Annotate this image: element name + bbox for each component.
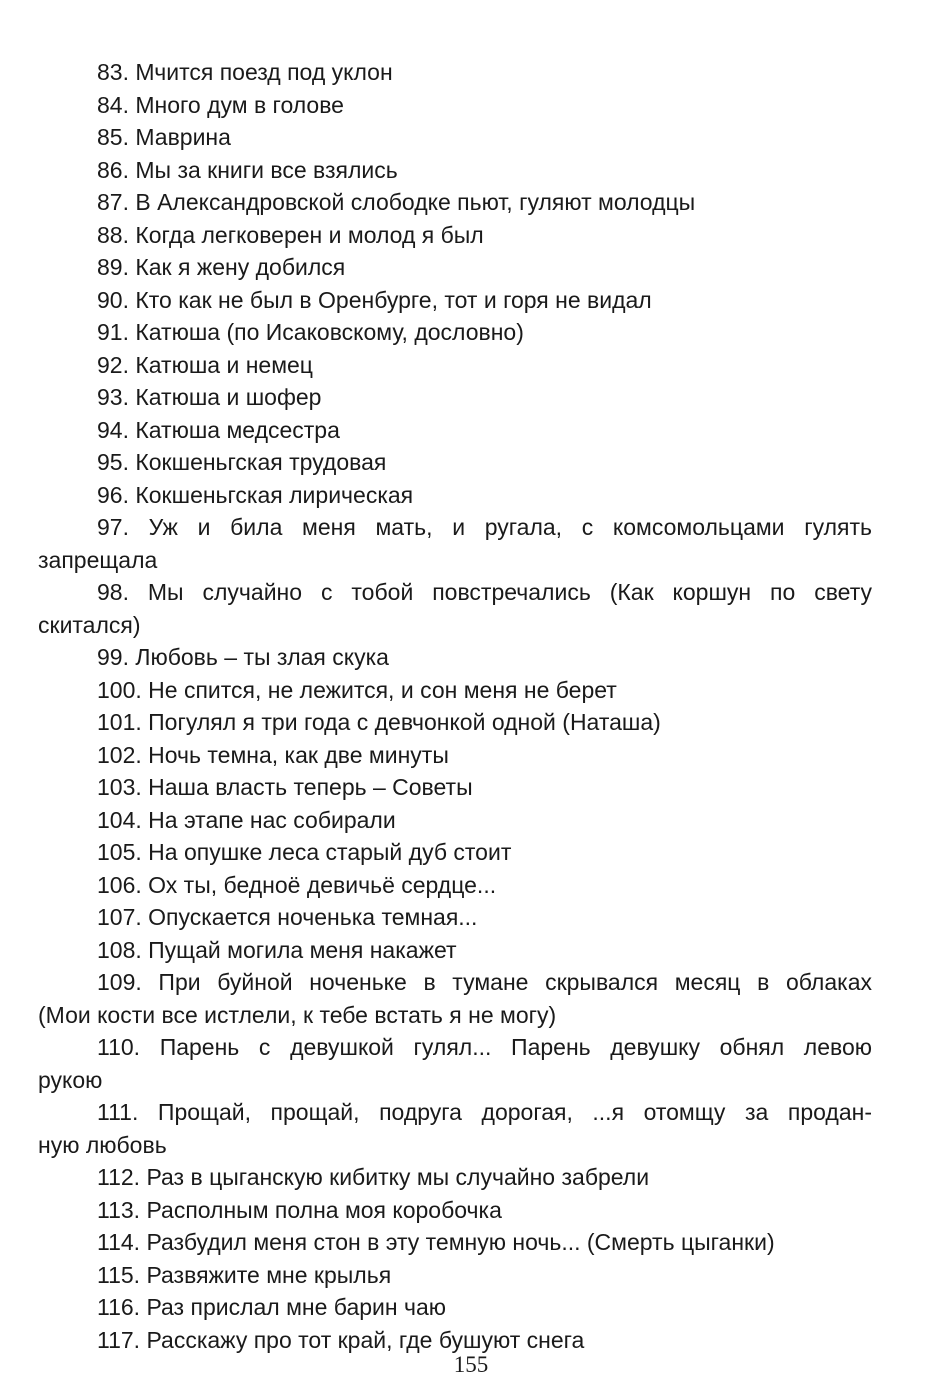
list-item-line: 113. Располным полна моя коробочка — [97, 1196, 502, 1223]
list-item-line: 108. Пущай могила меня накажет — [97, 936, 457, 963]
list-item — [38, 674, 872, 707]
list-item-line: 92. Катюша и немец — [97, 351, 313, 378]
list-item — [38, 1259, 872, 1292]
list-item — [38, 251, 872, 284]
list-item — [38, 186, 872, 219]
list-item — [38, 739, 872, 772]
list-item — [38, 576, 872, 641]
list-item — [38, 901, 872, 934]
list-item — [38, 154, 872, 187]
list-item-line: 117. Расскажу про тот край, где бушуют снега — [97, 1326, 585, 1353]
list-item — [38, 121, 872, 154]
list-item-line: 110. Парень с девушкой гулял... Парень девушку обнял левою — [97, 1034, 872, 1060]
list-item-line: 95. Кокшеньгская трудовая — [97, 449, 387, 475]
list-item — [38, 316, 872, 349]
list-item-line: 93. Катюша и шофер — [97, 384, 322, 410]
list-item — [38, 446, 872, 479]
list-item — [38, 869, 872, 902]
list-item-line: 115. Развяжите мне крылья — [97, 1261, 392, 1288]
list-item-line: 116. Раз прислал мне барин чаю — [97, 1294, 446, 1320]
list-item — [38, 706, 872, 739]
list-item — [38, 56, 872, 89]
list-item — [38, 349, 872, 382]
list-item-line: 112. Раз в цыганскую кибитку мы случайно забрели — [97, 1164, 650, 1190]
list-item — [38, 479, 872, 512]
list-item-line: 100. Не спится, не лежится, и сон меня не берет — [97, 676, 617, 703]
list-item-line: 107. Опускается ноченька темная... — [97, 904, 478, 930]
list-item — [38, 771, 872, 804]
list-item-line: 87. В Александровской слободке пьют, гуляют молодцы — [97, 189, 696, 215]
list-item — [38, 1096, 872, 1161]
list-item — [38, 511, 872, 576]
list-item — [38, 381, 872, 414]
list-item — [38, 219, 872, 252]
list-item-continuation: рукою — [38, 1066, 103, 1093]
list-item-line: 114. Разбудил меня стон в эту темную ночь... (Смерть цыганки) — [97, 1229, 775, 1255]
list-item-line: 90. Кто как не был в Оренбурге, тот и горя не видал — [97, 286, 652, 313]
list-item-line: 89. Как я жену добился — [97, 254, 346, 280]
list-item — [38, 641, 872, 674]
list-item — [38, 836, 872, 869]
list-item-line: 101. Погулял я три года с девчонкой одной (Наташа) — [97, 709, 661, 735]
list-item-continuation: запрещала — [38, 546, 158, 573]
page-number: 155 — [453, 1352, 489, 1377]
song-list — [38, 56, 872, 1356]
list-item — [38, 1161, 872, 1194]
list-item — [38, 284, 872, 317]
list-item-line: 104. На этапе нас собирали — [97, 806, 396, 833]
list-item-line: 94. Катюша медсестра — [97, 416, 340, 443]
list-item — [38, 1226, 872, 1259]
list-item — [38, 1291, 872, 1324]
list-item-line: 111. Прощай, прощай, подруга дорогая, ...я отомщу за продан- — [97, 1099, 872, 1125]
list-item — [38, 1031, 872, 1096]
list-item-line: 96. Кокшеньгская лирическая — [97, 481, 414, 508]
list-item-line: 105. На опушке леса старый дуб стоит — [97, 839, 512, 865]
list-item-line: 91. Катюша (по Исаковскому, дословно) — [97, 319, 524, 345]
list-item — [38, 414, 872, 447]
list-item-line: 88. Когда легковерен и молод я был — [97, 221, 484, 248]
list-item-line: 99. Любовь – ты злая скука — [97, 644, 389, 670]
list-item — [38, 1194, 872, 1227]
list-item-continuation: скитался) — [38, 611, 141, 638]
list-item-line: 85. Маврина — [97, 124, 231, 150]
list-item — [38, 966, 872, 1031]
list-item-line: 102. Ночь темна, как две минуты — [97, 741, 449, 768]
list-item — [38, 804, 872, 837]
list-item-continuation: (Мои кости все истлели, к тебе встать я не могу) — [38, 1001, 557, 1028]
list-item — [38, 89, 872, 122]
list-item-line: 106. Ох ты, бедноё девичьё сердце... — [97, 871, 497, 898]
list-item-line: 98. Мы случайно с тобой повстречались (Как коршун по свету — [97, 579, 872, 605]
list-item-continuation: ную любовь — [38, 1131, 167, 1158]
list-item-line: 84. Много дум в голове — [97, 91, 344, 118]
list-item-line: 97. Уж и била меня мать, и ругала, с комсомольцами гулять — [97, 514, 872, 540]
list-item-line: 103. Наша власть теперь – Советы — [97, 774, 473, 800]
list-item-line: 83. Мчится поезд под уклон — [97, 59, 393, 85]
list-item — [38, 934, 872, 967]
list-item-line: 86. Мы за книги все взялись — [97, 156, 398, 183]
list-item-line: 109. При буйной ноченьке в тумане скрывался месяц в облаках — [97, 969, 872, 995]
